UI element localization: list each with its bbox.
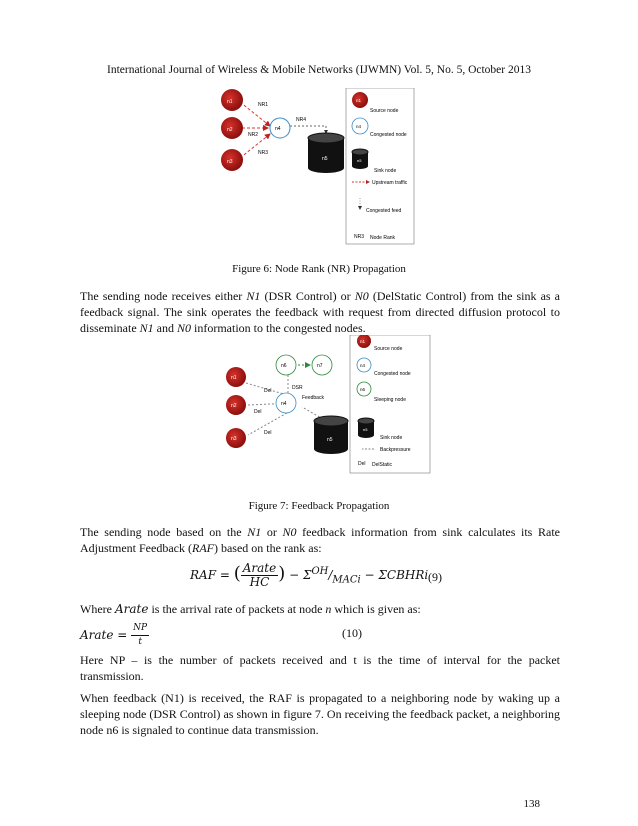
svg-text:Source node: Source node [374,346,403,352]
svg-text:Sink node: Sink node [380,435,403,441]
node-n1-label: n1 [227,99,233,105]
paragraph-raf: The sending node based on the N1 or N0 feedback information from sink calculates its Rate Adjustment Feedback (RAF) based on the rank as: [80,525,560,555]
node-n4-label: n4 [281,401,287,407]
figure-7-caption: Figure 7: Feedback Propagation [248,500,390,512]
journal-header: International Journal of Wireless & Mobile Networks (IJWMN) Vol. 5, No. 5, October 2013 [106,64,531,76]
figure-7-diagram [224,335,434,475]
svg-text:Source node: Source node [370,108,399,114]
node-n2-label: n2 [231,403,237,409]
paragraph-feedback-signal: The sending node receives either N1 (DSR Control) or N0 (DelStatic Control) from the sink as a feedback signal. The sink operates the feedback with request from directed diffusion protocol to disseminate N1 and N0 information to the congested nodes. [80,289,561,335]
page-number: 138 [523,798,540,810]
edge-nr2-label: NR2 [248,132,259,138]
svg-text:Sink node: Sink node [374,168,397,174]
edge-nr1-label: NR1 [258,102,269,108]
paragraph-feedback-n1: When feedback (N1) is received, the RAF is propagated to a neighboring node by waking up a sleeping node (DSR Control) as shown in figure 7. On receiving the feedback packet, a neighboring node n6 is signaled to continue data transmission. [80,691,560,737]
node-n5 [308,133,344,173]
svg-text:Congested node: Congested node [374,371,411,377]
del-label-1: Del [264,388,272,394]
dsr-label: DSR [292,385,303,391]
svg-text:NR3: NR3 [354,234,365,240]
svg-text:n5: n5 [363,427,368,432]
figure-6-diagram [210,88,420,248]
equation-9: RAF = ( $\frac{\text{Arate}}{HC}$ ) − $\Sigma^{OH}/_{MACi}$ − ΣCBHRi [190,561,429,589]
svg-text:DelStatic: DelStatic [372,462,393,468]
del-label-2: Del [254,409,262,415]
node-n3-label: n3 [227,159,233,165]
node-n7-label: n7 [317,363,323,369]
paragraph-np: Here NP – is the number of packets received and t is the time of interval for the packet transmission. [80,653,560,683]
svg-text:Sleeping node: Sleeping node [374,397,406,403]
node-n6-label: n6 [281,363,287,369]
equation-10: Arate = $\frac{NP}{t}$ [80,623,148,647]
svg-text:Backpressure: Backpressure [380,447,411,453]
node-n1-label: n1 [231,375,237,381]
svg-text:n1: n1 [360,339,366,344]
svg-text:Node Rank: Node Rank [370,235,396,241]
node-n4-label: n4 [275,126,281,132]
node-n5-label: n5 [327,437,333,443]
paragraph-arate: Where Arate is the arrival rate of packets at node n which is given as: [80,602,421,616]
svg-text:Upstream traffic: Upstream traffic [372,180,408,186]
svg-text:n4: n4 [356,124,362,129]
svg-text:n5: n5 [357,158,362,163]
edge-nr4-label: NR4 [296,117,307,123]
node-n3-label: n3 [231,436,237,442]
node-n5-label: n5 [322,156,328,162]
node-n2-label: n2 [227,127,233,133]
figure-6-caption: Figure 6: Node Rank (NR) Propagation [232,263,406,275]
svg-text:Congested feed: Congested feed [366,208,402,214]
svg-text:n6: n6 [360,387,366,392]
figure-6-legend [346,88,414,244]
equation-10-number: (10) [342,626,362,640]
node-n5 [314,416,348,454]
svg-text:n4: n4 [360,363,366,368]
svg-text:n1: n1 [356,98,362,103]
feedback-label: Feedback [302,395,324,401]
svg-text:Congested node: Congested node [370,132,407,138]
del-label-3: Del [264,430,272,436]
figure-7-legend [350,335,430,473]
svg-text:Del: Del [358,461,366,467]
equation-9-number: (9) [428,570,442,584]
edge-nr3-label: NR3 [258,150,269,156]
